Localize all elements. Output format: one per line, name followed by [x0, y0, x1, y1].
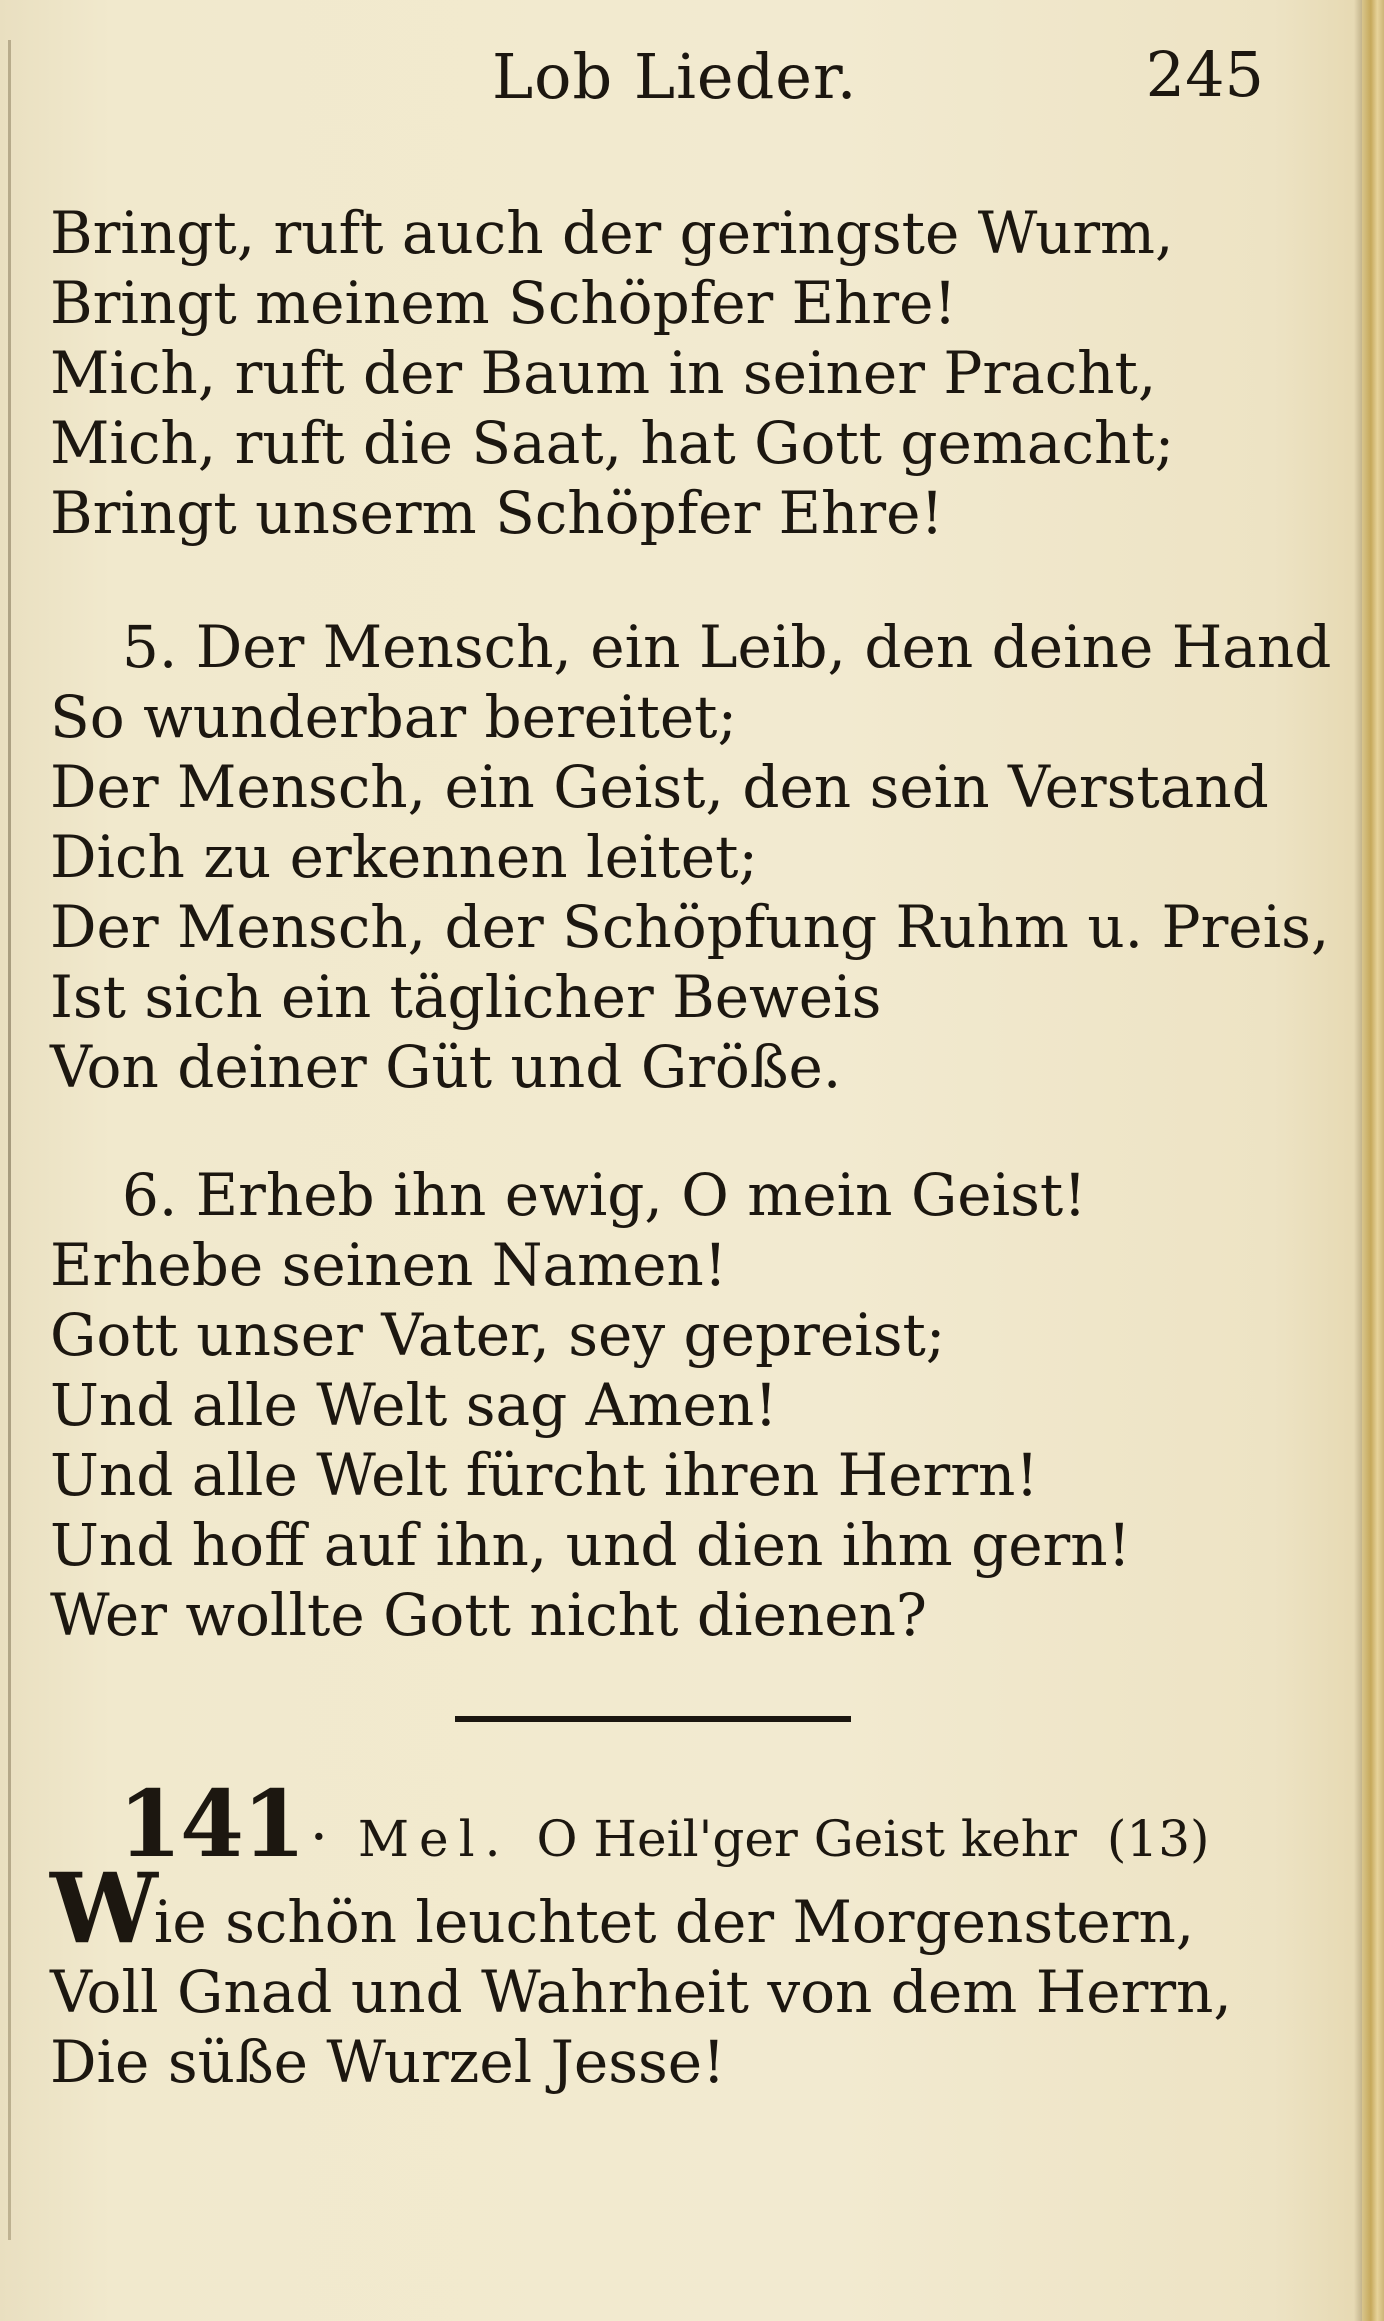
hymn-heading [118, 1770, 1278, 1878]
page-number: 245 [1145, 38, 1264, 111]
melody-reference: (13) [1106, 1810, 1210, 1868]
melody-name: O Heil'ger Geist kehr [536, 1810, 1077, 1868]
melody-label: Mel. [357, 1810, 511, 1868]
verse-line: Bringt meinem Schöpfer Ehre! [50, 269, 957, 337]
verse-line: Gott unser Vater, sey gepreist; [50, 1301, 946, 1369]
verse-line: Die süße Wurzel Jesse! [50, 2028, 726, 2096]
hymn-number-dot: · [310, 1805, 328, 1870]
verse-line: Und alle Welt sag Amen! [50, 1371, 778, 1439]
verse-line: Wer wollte Gott nicht dienen? [50, 1581, 928, 1649]
verse-line: Mich, ruft die Saat, hat Gott gemacht; [50, 409, 1175, 477]
verse-line: 6. Erheb ihn ewig, O mein Geist! [122, 1161, 1087, 1229]
verse-line: Erhebe seinen Namen! [50, 1231, 728, 1299]
verse-line: Und alle Welt fürcht ihren Herrn! [50, 1441, 1039, 1509]
hymn-141-stanza-1 [50, 1852, 1310, 2097]
verse-line: Und hoff auf ihn, und dien ihm gern! [50, 1511, 1131, 1579]
stanza-continuation [50, 198, 1310, 548]
verse-line: Dich zu erkennen leitet; [50, 823, 758, 891]
verse-line: Bringt unserm Schöpfer Ehre! [50, 479, 944, 547]
stanza-6 [50, 1160, 1310, 1650]
verse-line-rest: ie schön leuchtet der Morgenstern, [153, 1888, 1195, 1956]
page-header [0, 34, 1340, 124]
verse-line: Von deiner Güt und Größe. [50, 1033, 842, 1101]
verse-line: So wunderbar bereitet; [50, 683, 738, 751]
verse-line: Mich, ruft der Baum in seiner Pracht, [50, 339, 1157, 407]
page-gutter-shadow [1354, 0, 1362, 2321]
verse-line: Der Mensch, ein Geist, den sein Verstand [50, 753, 1269, 821]
drop-cap: W [50, 1852, 154, 1965]
verse-line-first [50, 1852, 1310, 1965]
verse-line: Der Mensch, der Schöpfung Ruhm u. Preis, [50, 893, 1330, 961]
section-divider [455, 1716, 851, 1722]
page-right-edge [1362, 0, 1384, 2321]
stanza-5 [50, 612, 1332, 1102]
verse-line: Ist sich ein täglicher Beweis [50, 963, 882, 1031]
verse-line: 5. Der Mensch, ein Leib, den deine Hand [122, 613, 1332, 681]
running-title: Lob Lieder. [492, 40, 858, 113]
verse-line: Voll Gnad und Wahrheit von dem Herrn, [50, 1958, 1232, 2026]
verse-line: Bringt, ruft auch der geringste Wurm, [50, 199, 1174, 267]
hymn-number: 141 [118, 1770, 305, 1878]
